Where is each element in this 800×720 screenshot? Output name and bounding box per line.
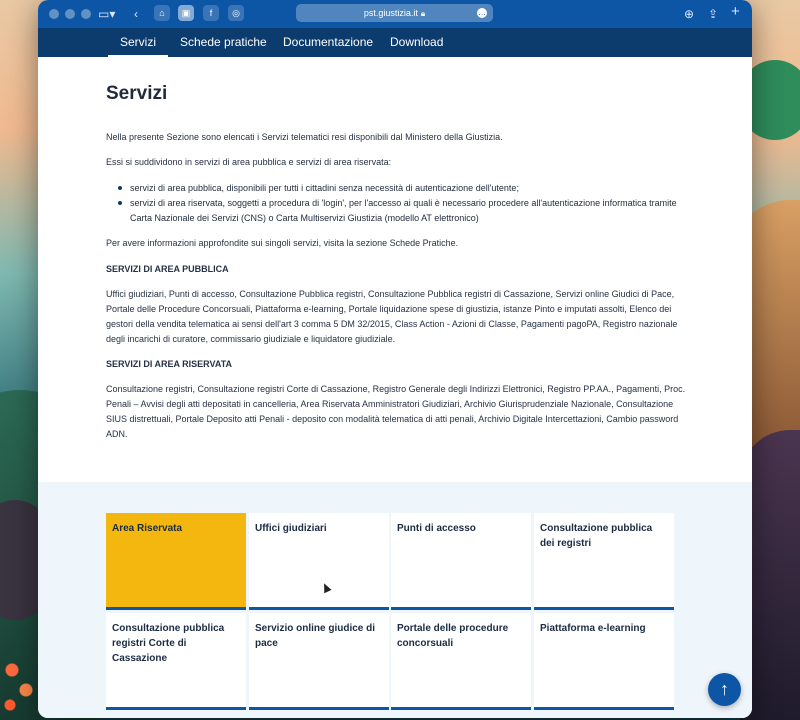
card-uffici-giudiziari[interactable] <box>249 513 389 610</box>
back-icon[interactable]: ‹ <box>134 7 138 21</box>
list-item: servizi di area riservata, soggetti a procedura di 'login', per l'accesso ai quali è necessario procedere all'autenticazione informatica tramite Carta Nazionale dei Servizi (CNS) o Carta Multiservizi Giustizia (modello AT elettronico) <box>130 196 686 226</box>
card-consultazione-pubblica-registri[interactable] <box>534 513 674 610</box>
close-window-button[interactable] <box>49 9 59 19</box>
back-to-top-button[interactable] <box>708 673 741 706</box>
url-text: pst.giustizia.it <box>363 8 418 18</box>
reserved-services-heading: SERVIZI DI AREA RISERVATA <box>106 359 233 369</box>
share-icon[interactable]: ⇪ <box>708 7 719 21</box>
public-services-text: Uffici giudiziari, Punti di accesso, Consultazione Pubblica registri, Consultazione Pubblica registri di Cassazione, Servizi online Giudici di Pace, Portale delle Procedure Concorsuali, Piattaforma e-learning, Portale liquidazione spese di giustizia, istanze Pinto e imputati assolti, Elenco dei gestori della vendita telematica ai sensi dell'art 3 comma 5 DM 32/2015, Class Action - Azioni di Classe, Pagamenti pagoPA, Registro nazionale degli incarichi di curatore, commissario giudiziale e liquidatore giudiziale. <box>106 289 678 344</box>
service-types-list <box>106 181 686 226</box>
home-icon[interactable]: ⌂ <box>154 5 170 21</box>
browser-toolbar <box>38 0 752 28</box>
list-item: servizi di area pubblica, disponibili per tutti i cittadini senza necessità di autenticazione dell'utente; <box>130 181 686 196</box>
window-controls[interactable] <box>49 9 91 19</box>
card-label: Punti di accesso <box>397 523 476 534</box>
address-bar[interactable] <box>296 4 493 22</box>
new-tab-icon[interactable]: + <box>731 3 740 20</box>
sidebar-icon[interactable]: ▭▾ <box>98 7 116 21</box>
lock-icon: 🔒︎ <box>420 9 426 18</box>
nav-item-schede-pratiche[interactable]: Schede pratiche <box>180 35 267 49</box>
nav-item-servizi[interactable]: Servizi <box>120 28 156 57</box>
card-piattaforma-elearning[interactable] <box>534 613 674 710</box>
intro-text: Nella presente Sezione sono elencati i Servizi telematici resi disponibili dal Ministero della Giustizia. <box>106 132 503 142</box>
page-title: Servizi <box>106 83 168 104</box>
facebook-icon[interactable]: f <box>203 5 219 21</box>
card-giudice-di-pace[interactable] <box>249 613 389 710</box>
browser-window <box>38 0 752 718</box>
card-label: Portale delle procedure concorsuali <box>397 623 509 649</box>
card-punti-di-accesso[interactable] <box>391 513 531 610</box>
more-info-text: Per avere informazioni approfondite sui singoli servizi, visita la sezione Schede Pratiche. <box>106 238 459 248</box>
card-consultazione-registri-cassazione[interactable] <box>106 613 246 710</box>
main-navigation <box>38 28 752 57</box>
minimize-window-button[interactable] <box>65 9 75 19</box>
card-area-riservata[interactable] <box>106 513 246 610</box>
reserved-services-text: Consultazione registri, Consultazione registri Corte di Cassazione, Registro Generale degli Indirizzi Elettronici, Registro PP.AA., Pagamenti, Proc. Penali – Avvisi degli atti depositati in cancelleria, Area Riservata Amministratori Giudiziari, Archivio Giurisprudenziale Nazionale, Consultazione SIUS distrettuali, Portale Deposito atti Penali - deposito con modalità telematica di atti penali, Archivio Digitale Intercettazioni, Cambio password ADN. <box>106 384 686 439</box>
download-icon[interactable]: ⊕ <box>684 7 695 21</box>
services-cards-section <box>38 482 752 718</box>
nav-item-documentazione[interactable]: Documentazione <box>283 35 374 49</box>
window-icon[interactable]: ▣ <box>178 5 194 21</box>
subdivision-text: Essi si suddividono in servizi di area pubblica e servizi di area riservata: <box>106 157 392 167</box>
card-label: Consultazione pubblica registri Corte di Cassazione <box>112 623 225 664</box>
globe-icon[interactable]: ◎ <box>228 5 244 21</box>
card-procedure-concorsuali[interactable] <box>391 613 531 710</box>
card-label: Servizio online giudice di pace <box>255 623 376 649</box>
arrow-up-icon: ↑ <box>720 679 729 699</box>
card-label: Area Riservata <box>112 523 183 534</box>
zoom-window-button[interactable] <box>81 9 91 19</box>
nav-item-download[interactable]: Download <box>390 35 444 49</box>
card-label: Consultazione pubblica dei registri <box>540 523 653 549</box>
card-label: Piattaforma e-learning <box>540 623 646 634</box>
card-label: Uffici giudiziari <box>255 523 327 534</box>
more-options-icon[interactable]: … <box>478 8 486 17</box>
public-services-heading: SERVIZI DI AREA PUBBLICA <box>106 264 229 274</box>
